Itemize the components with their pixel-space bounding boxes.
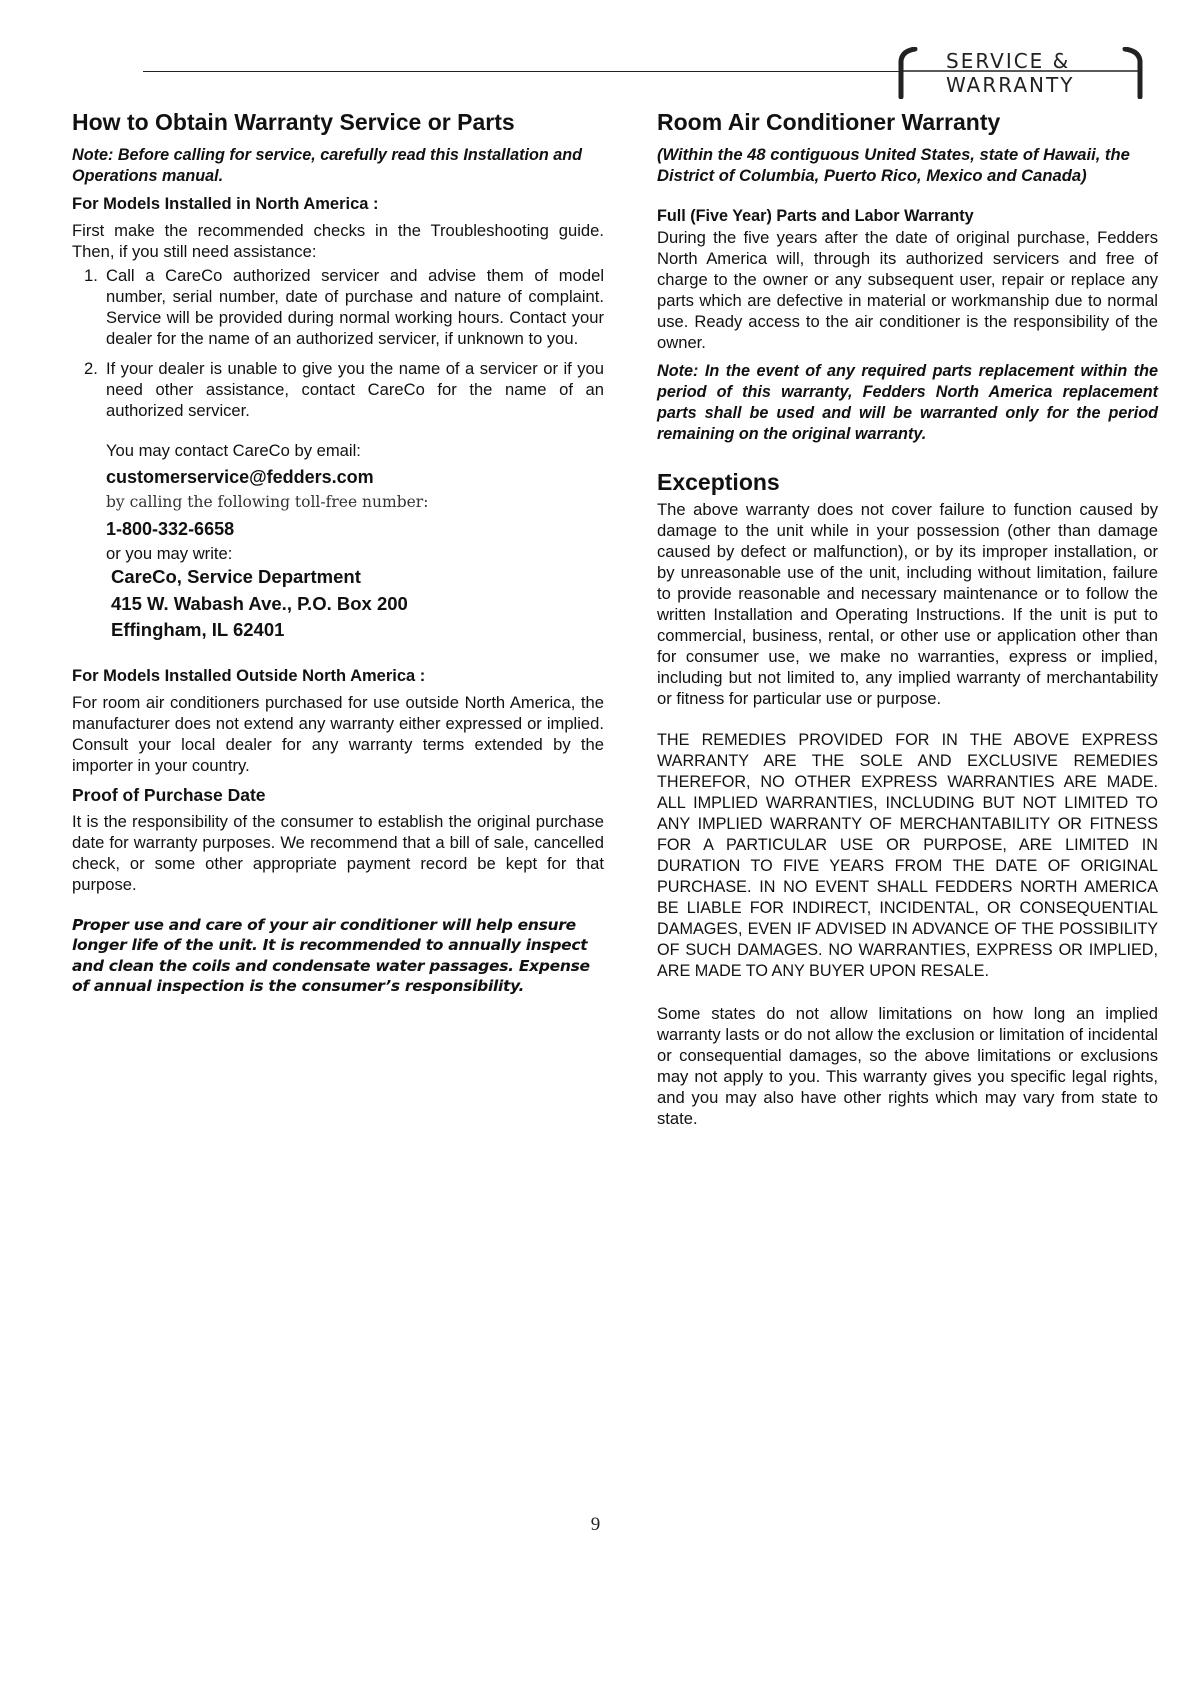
left-column xyxy=(72,108,604,997)
header-rule xyxy=(143,71,900,72)
address-line-3: Effingham, IL 62401 xyxy=(111,619,285,640)
step-number: 1. xyxy=(84,266,98,285)
tab-line-1: SERVICE & xyxy=(946,49,1071,73)
right-column xyxy=(657,108,1158,1129)
step-text: If your dealer is unable to give you the name of a servicer or if you need other assistance, contact CareCo for the name of an authorized servicer. xyxy=(106,359,604,420)
write-intro: or you may write: xyxy=(106,544,233,563)
outside-north-america-text: For room air conditioners purchased for use outside North America, the manufacturer does not extend any warranty either expressed or implied. Consult your local dealer for any warranty terms extended by the importer in your country. xyxy=(72,692,604,775)
remedies-text: THE REMEDIES PROVIDED FOR IN THE ABOVE EXPRESS WARRANTY ARE THE SOLE AND EXCLUSIVE REMEDIES THEREFOR, NO OTHER EXPRESS WARRANTIES ARE MADE. ALL IMPLIED WARRANTIES, INCLUDING BUT NOT LIMITED TO ANY IMPLIED WARRANTY OF MERCHANTABILITY OR FITNESS FOR A PARTICULAR USE OR PURPOSE, ARE LIMITED IN DURATION TO FIVE YEARS FROM THE DATE OF ORIGINAL PURCHASE. IN NO EVENT SHALL FEDDERS NORTH AMERICA BE LIABLE FOR INDIRECT, INCIDENTAL, OR CONSEQUENTIAL DAMAGES, EVEN IF ADVISED IN ADVANCE OF THE POSSIBILITY OF SUCH DAMAGES. NO WARRANTIES, EXPRESS OR IMPLIED, ARE MADE TO ANY BUYER UPON RESALE. xyxy=(657,731,1158,980)
step-text: Call a CareCo authorized servicer and advise them of model number, serial number, date of purchase and nature of complaint. Service will be provided during normal working hours. Contact your dealer for the name of an authorized servicer, if unknown to you. xyxy=(106,266,604,348)
page-number: 9 xyxy=(590,1514,601,1535)
outside-north-america-heading: For Models Installed Outside North America : xyxy=(72,666,426,685)
manual-note: Note: Before calling for service, carefully read this Installation and Operations manual. xyxy=(72,146,583,185)
state-rights-text: Some states do not allow limitations on how long an implied warranty lasts or do not allow the exclusion or limitation of incidental or consequential damages, so the above limitations or exclusions may not apply to you. This warranty gives you specific legal rights, and you may also have other rights which may vary from state to state. xyxy=(657,1004,1158,1128)
service-steps xyxy=(72,265,604,421)
contact-block xyxy=(72,440,604,644)
proof-of-purchase-text: It is the responsibility of the consumer to establish the original purchase date for warranty purposes. We recommend that a bill of sale, cancelled check, or some other appropriate payment record be kept for that purpose. xyxy=(72,811,604,894)
list-item xyxy=(72,358,604,421)
exceptions-title: Exceptions xyxy=(657,469,780,495)
phone-number: 1-800-332-6658 xyxy=(106,519,235,539)
tab-line-2: WARRANTY xyxy=(946,73,1075,97)
full-warranty-text: During the five years after the date of original purchase, Fedders North America will, through its authorized servicers and free of charge to the owner or any subsequent user, repair or replace any parts which are defective in material or workmanship due to normal use. Ready access to the air conditioner is the responsibility of the owner. xyxy=(657,228,1158,352)
email-address: customerservice@fedders.com xyxy=(106,467,374,487)
proof-of-purchase-heading: Proof of Purchase Date xyxy=(72,784,266,805)
warranty-service-title: How to Obtain Warranty Service or Parts xyxy=(72,109,515,135)
exceptions-text: The above warranty does not cover failure to function caused by damage to the unit while in your possession (other than damage caused by defect or malfunction), or by its improper installation, or by unreasonable use of the unit, including without limitation, failure to provide reasonable and necessary maintenance or to follow the written Installation and Operating Instructions. If the unit is put to commercial, business, rental, or other use or application other than for consumer use, we make no warranties, express or implied, including but not limited to, any implied warranty of merchantability or fitness for particular use or purpose. xyxy=(657,500,1158,708)
warranty-scope: (Within the 48 contiguous United States, state of Hawaii, the District of Columbia, Puerto Rico, Mexico and Canada) xyxy=(657,145,1130,185)
north-america-intro: First make the recommended checks in the Troubleshooting guide. Then, if you still need assistance: xyxy=(72,221,604,261)
full-warranty-heading: Full (Five Year) Parts and Labor Warranty xyxy=(657,207,974,225)
address-line-1: CareCo, Service Department xyxy=(111,566,361,587)
list-item xyxy=(72,265,604,349)
parts-replacement-note: Note: In the event of any required parts replacement within the period of this warranty, Fedders North America replacement parts shall be used and will be warranted only for the period remaining on the original warranty. xyxy=(657,362,1158,443)
north-america-heading: For Models Installed in North America : xyxy=(72,195,379,213)
step-number: 2. xyxy=(84,359,98,378)
room-ac-warranty-title: Room Air Conditioner Warranty xyxy=(657,109,1001,135)
care-note: Proper use and care of your air conditioner will help ensure longer life of the unit. It is recommended to annually inspect and clean the coils and condensate water passages. Expense of annual inspection is the consumer’s responsibility. xyxy=(72,915,590,995)
email-intro: You may contact CareCo by email: xyxy=(106,441,361,460)
address-line-2: 415 W. Wabash Ave., P.O. Box 200 xyxy=(111,592,408,614)
phone-intro: by calling the following toll-free number: xyxy=(106,493,429,511)
section-tab xyxy=(893,47,1151,99)
